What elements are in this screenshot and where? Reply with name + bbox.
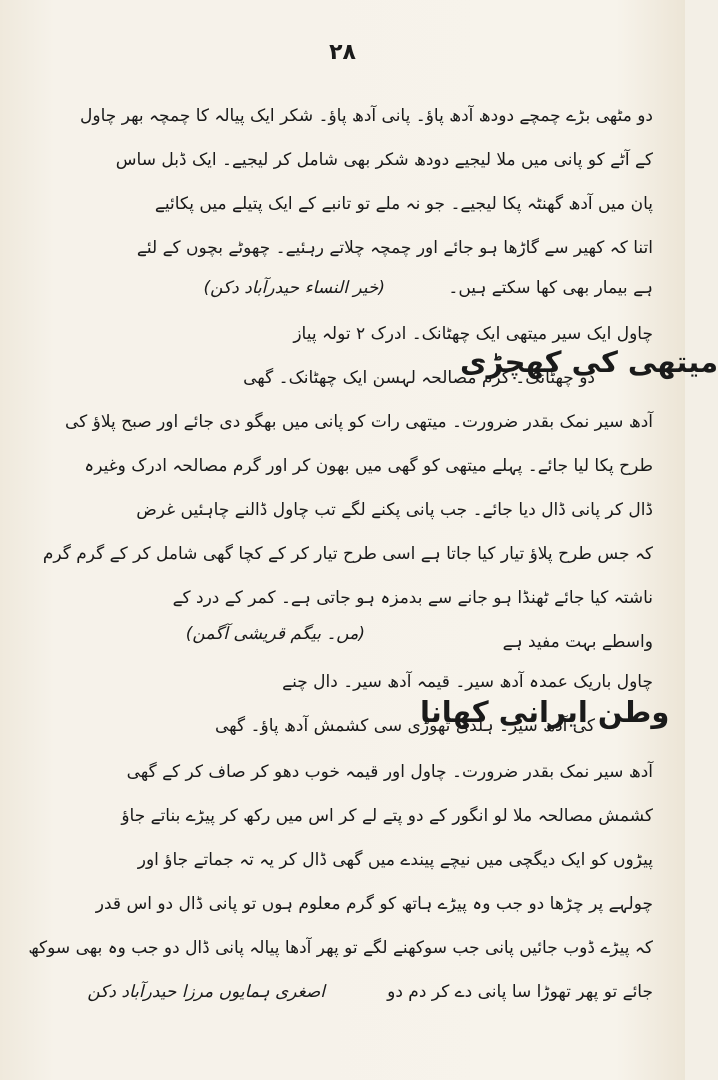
section1-line-5: ہے بیمار بھی کھا سکتے ہیں۔ [448,278,653,298]
section2-credit: (مں۔ بیگم قریشی آگمن) [185,624,365,644]
section3-line-3: آدھ سیر نمک بقدر ضرورت۔ چاول اور قیمہ خوب دھو کر صاف کر کے گھی [126,762,653,782]
section2-line-3: آدھ سیر نمک بقدر ضرورت۔ میتھی رات کو پانی میں بھگو دی جائے اور صبح پلاؤ کی [64,412,653,432]
section3-line-7: کہ پیڑے ڈوب جائیں پانی جب سوکھنے لگے تو پھر آدھا پیالہ پانی ڈال دو جب وہ بھی سوکھ [28,938,653,958]
section3-line-2: کی آدھ سیر۔ ہلدی تھوڑی سی کشمش آدھ پاؤ۔ گھی [215,716,595,736]
section1-line-2: کے آٹے کو پانی میں ملا لیجیے دودھ شکر بھی شامل کر لیجیے۔ ایک ڈبل ساس [115,150,653,170]
section2-line-7: ناشتہ کیا جائے ٹھنڈا ہو جانے سے بدمزہ ہو جاتی ہے۔ کمر کے درد کے [172,588,653,608]
section2-line-4: طرح پکا لیا جائے۔ پہلے میتھی کو گھی میں بھون کر اور گرم مصالحہ ادرک وغیرہ [84,456,653,476]
section2-line-1: چاول ایک سیر میتھی ایک چھٹانک۔ ادرک ۲ تولہ پیاز [293,324,653,344]
section3-line-1: چاول باریک عمدہ آدھ سیر۔ قیمہ آدھ سیر۔ دال چنے [282,672,653,692]
section2-line-5: ڈال کر پانی ڈال دیا جائے۔ جب پانی پکنے لگے تب چاول ڈالنے چاہئیں غرض [136,500,653,520]
page-number: ۲۸ [329,40,356,65]
section1-line-3: پان میں آدھ گھنٹہ پکا لیجیے۔ جو نہ ملے تو تانبے کے ایک پتیلے میں پکائیے [154,194,653,214]
section3-line-6: چولہے پر چڑھا دو جب وہ پیڑے ہاتھ کو گرم معلوم ہوں تو پانی ڈال دو اس قدر [95,894,653,914]
section1-credit: (خیر النساء حیدرآباد دکن) [203,278,385,298]
recipe-heading-irani-khana: وطن ایرانی کھانا [420,695,670,729]
section3-credit: اصغری ہمایوں مرزا حیدرآباد دکن [87,982,325,1002]
section3-line-4: کشمش مصالحہ ملا لو انگور کے دو پتے لے کر اس میں رکھ کر پیڑے بناتے جاؤ [121,806,653,826]
section1-line-1: دو مٹھی بڑے چمچے دودھ آدھ پاؤ۔ پانی آدھ پاؤ۔ شکر ایک پیالہ کا چمچہ بھر چاول [80,106,653,126]
section3-line-5: پیڑوں کو ایک دیگچی میں نیچے پیندے میں گھی ڈال کر یہ تہ جماتے جاؤ اور [137,850,653,870]
section1-line-4: اتنا کہ کھیر سے گاڑھا ہو جائے اور چمچہ چلاتے رہئیے۔ چھوٹے بچوں کے لئے [136,238,653,258]
section2-line-2: دو چھٹانک۔ گرم مصالحہ لہسن ایک چھٹانک۔ گھی [243,368,595,388]
section2-line-6: کہ جس طرح پلاؤ تیار کیا جاتا ہے اسی طرح تیار کر کے کچا گھی شامل کر کے گرم گرم [42,544,653,564]
recipe-heading-methi-khichdi: میتھی کی کھچڑی [460,345,718,379]
section2-line-8: واسطے بہت مفید ہے [502,632,653,652]
section3-line-8: جائے تو پھر تھوڑا سا پانی دے کر دم دو [387,982,653,1002]
